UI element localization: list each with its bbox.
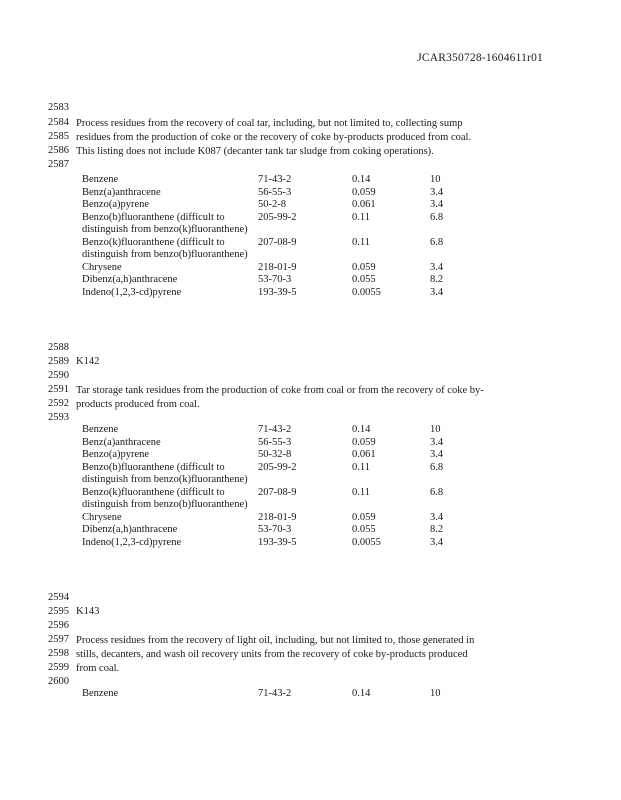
table-row — [82, 437, 490, 450]
line-number: 2592 — [48, 398, 69, 409]
nonwastewater-value: 10 — [430, 688, 441, 699]
wastewater-value: 0.0055 — [352, 286, 381, 298]
cas-number: 50-2-8 — [258, 199, 286, 210]
wastewater-value: 0.14 — [352, 688, 371, 699]
table-row — [82, 487, 490, 512]
nonwastewater-value: 6.8 — [430, 236, 444, 248]
table-row — [82, 424, 490, 437]
cas-number: 71-43-2 — [258, 174, 292, 185]
constituent-name: Benzene — [82, 688, 119, 699]
cas-number: 71-43-2 — [258, 424, 292, 435]
nonwastewater-value: 10 — [430, 174, 441, 185]
cas-number: 71-43-2 — [258, 688, 292, 699]
cas-number: 205-99-2 — [258, 461, 297, 473]
line-number: 2584 — [48, 117, 69, 128]
constituent-name: Benzene — [82, 174, 119, 185]
cas-number: 50-32-8 — [258, 449, 292, 460]
table-row — [82, 212, 490, 237]
cas-number: 205-99-2 — [258, 211, 297, 223]
constituents-table — [82, 424, 490, 549]
wastewater-value: 0.061 — [352, 449, 376, 460]
constituent-name: Benz(a)anthracene — [82, 436, 161, 448]
wastewater-value: 0.11 — [352, 486, 370, 498]
table-row — [82, 688, 490, 701]
paragraph-line: residues from the production of coke or the recovery of coke by-products produced from coal. — [76, 132, 472, 143]
document-id: JCAR350728-1604611r01 — [417, 52, 543, 64]
constituent-name: Chrysene — [82, 261, 122, 273]
nonwastewater-value: 10 — [430, 424, 441, 435]
constituent-name: Benzene — [82, 424, 119, 435]
constituent-name: Chrysene — [82, 511, 122, 523]
table-row — [82, 199, 490, 212]
constituent-name: Benzo(b)fluoranthene (difficult to distinguish from benzo(k)fluoranthene) — [82, 211, 248, 235]
wastewater-value: 0.14 — [352, 174, 371, 185]
nonwastewater-value: 3.4 — [430, 536, 444, 548]
nonwastewater-value: 3.4 — [430, 186, 444, 198]
wastewater-value: 0.11 — [352, 236, 370, 248]
table-row — [82, 187, 490, 200]
paragraph-line: Tar storage tank residues from the production of coke from coal or from the recovery of coke by- — [76, 385, 484, 396]
constituent-name: Benzo(b)fluoranthene (difficult to distinguish from benzo(k)fluoranthene) — [82, 461, 248, 485]
wastewater-value: 0.059 — [352, 186, 376, 198]
constituent-name: Dibenz(a,h)anthracene — [82, 524, 178, 535]
constituent-name: Benzo(k)fluoranthene (difficult to distinguish from benzo(b)fluoranthene) — [82, 236, 248, 260]
waste-code-heading: K142 — [76, 356, 100, 367]
wastewater-value: 0.055 — [352, 274, 376, 285]
cas-number: 218-01-9 — [258, 261, 297, 273]
constituent-name: Benz(a)anthracene — [82, 186, 161, 198]
nonwastewater-value: 6.8 — [430, 486, 444, 498]
line-number: 2589 — [48, 356, 69, 367]
cas-number: 218-01-9 — [258, 511, 297, 523]
table-row — [82, 449, 490, 462]
constituent-name: Dibenz(a,h)anthracene — [82, 274, 178, 285]
waste-code-heading: K143 — [76, 606, 100, 617]
table-row — [82, 462, 490, 487]
constituent-name: Benzo(k)fluoranthene (difficult to distinguish from benzo(b)fluoranthene) — [82, 486, 248, 510]
wastewater-value: 0.059 — [352, 436, 376, 448]
wastewater-value: 0.055 — [352, 524, 376, 535]
table-row — [82, 524, 490, 537]
table-row — [82, 287, 490, 300]
line-number: 2600 — [48, 676, 69, 687]
nonwastewater-value: 3.4 — [430, 286, 444, 298]
wastewater-value: 0.059 — [352, 261, 376, 273]
cas-number: 56-55-3 — [258, 436, 292, 448]
wastewater-value: 0.14 — [352, 424, 371, 435]
line-number: 2585 — [48, 131, 69, 142]
paragraph-line: This listing does not include K087 (decanter tank tar sludge from coking operations). — [76, 146, 434, 157]
cas-number: 56-55-3 — [258, 186, 292, 198]
constituents-table — [82, 174, 490, 299]
table-row — [82, 237, 490, 262]
cas-number: 53-70-3 — [258, 524, 292, 535]
wastewater-value: 0.11 — [352, 211, 370, 223]
nonwastewater-value: 3.4 — [430, 436, 444, 448]
line-number: 2598 — [48, 648, 69, 659]
cas-number: 193-39-5 — [258, 286, 297, 298]
constituent-name: Benzo(a)pyrene — [82, 199, 150, 210]
nonwastewater-value: 8.2 — [430, 274, 444, 285]
line-number: 2590 — [48, 370, 69, 381]
table-row — [82, 274, 490, 287]
line-number: 2597 — [48, 634, 69, 645]
nonwastewater-value: 3.4 — [430, 449, 444, 460]
line-number: 2583 — [48, 102, 69, 113]
table-row — [82, 512, 490, 525]
paragraph-line: stills, decanters, and wash oil recovery units from the recovery of coke by-products produced — [76, 649, 468, 660]
table-row — [82, 262, 490, 275]
nonwastewater-value: 3.4 — [430, 511, 444, 523]
cas-number: 207-08-9 — [258, 486, 297, 498]
nonwastewater-value: 3.4 — [430, 261, 444, 273]
cas-number: 207-08-9 — [258, 236, 297, 248]
paragraph-line: Process residues from the recovery of light oil, including, but not limited to, those generated in — [76, 635, 475, 646]
constituents-table — [82, 688, 490, 701]
line-number: 2587 — [48, 159, 69, 170]
table-row — [82, 537, 490, 550]
line-number: 2596 — [48, 620, 69, 631]
line-number: 2588 — [48, 342, 69, 353]
cas-number: 193-39-5 — [258, 536, 297, 548]
constituent-name: Benzo(a)pyrene — [82, 449, 150, 460]
line-number: 2591 — [48, 384, 69, 395]
line-number: 2599 — [48, 662, 69, 673]
line-number: 2593 — [48, 412, 69, 423]
wastewater-value: 0.061 — [352, 199, 376, 210]
constituent-name: Indeno(1,2,3-cd)pyrene — [82, 286, 182, 298]
wastewater-value: 0.0055 — [352, 536, 381, 548]
nonwastewater-value: 6.8 — [430, 211, 444, 223]
line-number: 2595 — [48, 606, 69, 617]
wastewater-value: 0.059 — [352, 511, 376, 523]
nonwastewater-value: 8.2 — [430, 524, 444, 535]
nonwastewater-value: 3.4 — [430, 199, 444, 210]
paragraph-line: Process residues from the recovery of coal tar, including, but not limited to, collecting sump — [76, 118, 463, 129]
paragraph-line: from coal. — [76, 663, 120, 674]
table-row — [82, 174, 490, 187]
constituent-name: Indeno(1,2,3-cd)pyrene — [82, 536, 182, 548]
cas-number: 53-70-3 — [258, 274, 292, 285]
line-number: 2586 — [48, 145, 69, 156]
nonwastewater-value: 6.8 — [430, 461, 444, 473]
wastewater-value: 0.11 — [352, 461, 370, 473]
line-number: 2594 — [48, 592, 69, 603]
paragraph-line: products produced from coal. — [76, 399, 200, 410]
